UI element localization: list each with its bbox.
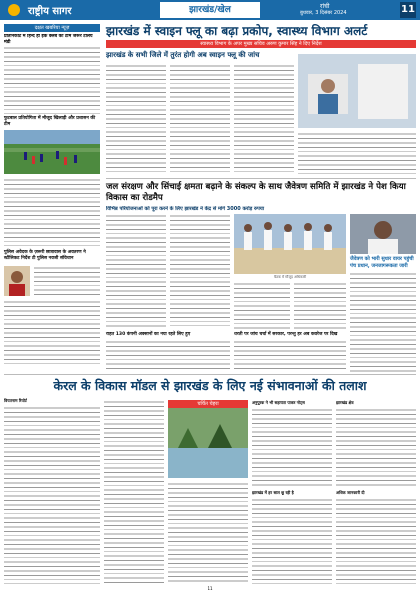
top-story-headline: झारखंड में स्वाइन फ्लू का बढ़ा प्रकोप, स्वास्थ्य विभाग अलर्ट	[106, 24, 368, 38]
story-body-text	[4, 178, 100, 246]
bottom-col4-continued	[252, 498, 332, 584]
bottom-col1	[4, 406, 100, 584]
top-story-deck: झारखंड के सभी जिले में तुरंत होगी अब स्वाइन फ्लू की जांच	[106, 51, 260, 59]
side-story-body	[350, 272, 416, 372]
bottom-subhead-2: झारखंड में हर साल छू रही है	[252, 490, 294, 495]
portrait-photo	[4, 266, 30, 296]
section-title: झारखंड/खेल	[160, 2, 260, 18]
meeting-photo	[234, 214, 346, 274]
football-field-photo	[4, 130, 100, 174]
second-story-col2	[170, 214, 230, 326]
second-story-col1	[106, 214, 166, 330]
bottom-byline: वियतनाम रिपोर्ट	[4, 398, 27, 403]
bottom-col5-continued	[336, 498, 416, 584]
side-photo	[350, 214, 416, 254]
hospital-image	[298, 54, 416, 128]
top-story-col1	[106, 64, 166, 174]
kerala-image	[168, 408, 248, 478]
second-story-subhead: विभिन्न परियोजनाओं को पूरा करने के लिए झारखंड ने केंद्र से मांगे 3000 करोड़ रुपया	[106, 206, 265, 212]
hospital-photo	[298, 54, 416, 128]
football-field-image	[4, 130, 100, 174]
meeting-photo-caption: बैठक में मौजूद अधिकारी	[273, 275, 307, 279]
side-story-headline: जैवेत्रण को भारी सुधार वायर पहुंची पंच प्रधान, जनजागरूकता जारी	[350, 256, 414, 269]
photo-tag: चर्चित चेहरा	[168, 400, 248, 408]
bottom-story-headline: केरल के विकास मॉडल से झारखंड के लिए नई संभावनाओं की तलाश	[53, 378, 367, 393]
boxed-body	[106, 340, 230, 370]
right-item-heading: धरती पर जांच चर्चा में सरकार, परन्तु हर अब कवरेज पर दिख	[234, 332, 338, 337]
bottom-col3	[168, 482, 248, 584]
side-image	[350, 214, 416, 254]
emblem-icon	[8, 4, 20, 16]
footer-page-number: 11	[207, 586, 213, 591]
bottom-col4	[252, 408, 332, 488]
top-story-col4	[298, 132, 416, 174]
bottom-col2	[104, 400, 164, 584]
story2-body-continued	[4, 300, 100, 366]
kerala-photo	[168, 408, 248, 478]
brand-name: राष्ट्रीय सागर	[28, 6, 72, 17]
kicker-bar: दक्षत खबरिया न्यूज़	[4, 24, 100, 32]
right-item-body	[234, 340, 346, 370]
page-number: 11	[400, 2, 416, 18]
bottom-subhead-4: अधिक जानकारी दी	[336, 490, 365, 495]
second-story-col4	[294, 282, 346, 332]
edition-date: बुधवार, 3 दिसंबर 2024	[300, 10, 347, 16]
top-story-subhead: स्वास्थ्य विभाग के अपर मुख्य सचिव अरुण कुमार सिंह ने दिए निर्देश	[106, 40, 416, 48]
top-story-col2	[170, 64, 230, 174]
divider	[4, 374, 416, 375]
top-story-col3	[234, 64, 294, 174]
bottom-col5	[336, 408, 416, 488]
story2-body-text	[34, 266, 100, 296]
bottom-subhead-3: झारखंड क्षेत्र	[336, 400, 354, 405]
story2-headline: पुलिस अवेदक के ज़रूरी छात्रावास के अवतरण ने स्टीलिकट निर्देश टी पुलिस नवजी संविधान	[4, 250, 86, 261]
brief-body-text	[4, 46, 100, 114]
masthead	[0, 0, 420, 20]
divider	[106, 178, 416, 179]
brief-headline: प्रीतानकोट में हिन्द ही इक क्लब की टीम जरूरे टेलिये मंडी	[4, 34, 93, 45]
edition-city: रांची	[320, 3, 330, 10]
second-story-headline: जल संरक्षण और सिंचाई क्षमता बढ़ाने के संकल्प के साथ जैवेत्रण समिति में झारखंड ने पेश किया विकास का रोडमैप	[106, 182, 406, 203]
photo-caption-headline: फुटबाल प्रतियोगिता में मौजूद खिलाड़ी और प्रशासन की टीम	[4, 116, 96, 127]
portrait-image	[4, 266, 30, 296]
boxed-heading: राहत 130 कंपनी अक्सानों का नया रहते लिए हुए	[106, 332, 191, 337]
bottom-subhead-1: अनुपूरक ने भी सहायता पाकर नोट्स	[252, 400, 305, 405]
meeting-image	[234, 214, 346, 274]
second-story-col3	[234, 282, 290, 332]
